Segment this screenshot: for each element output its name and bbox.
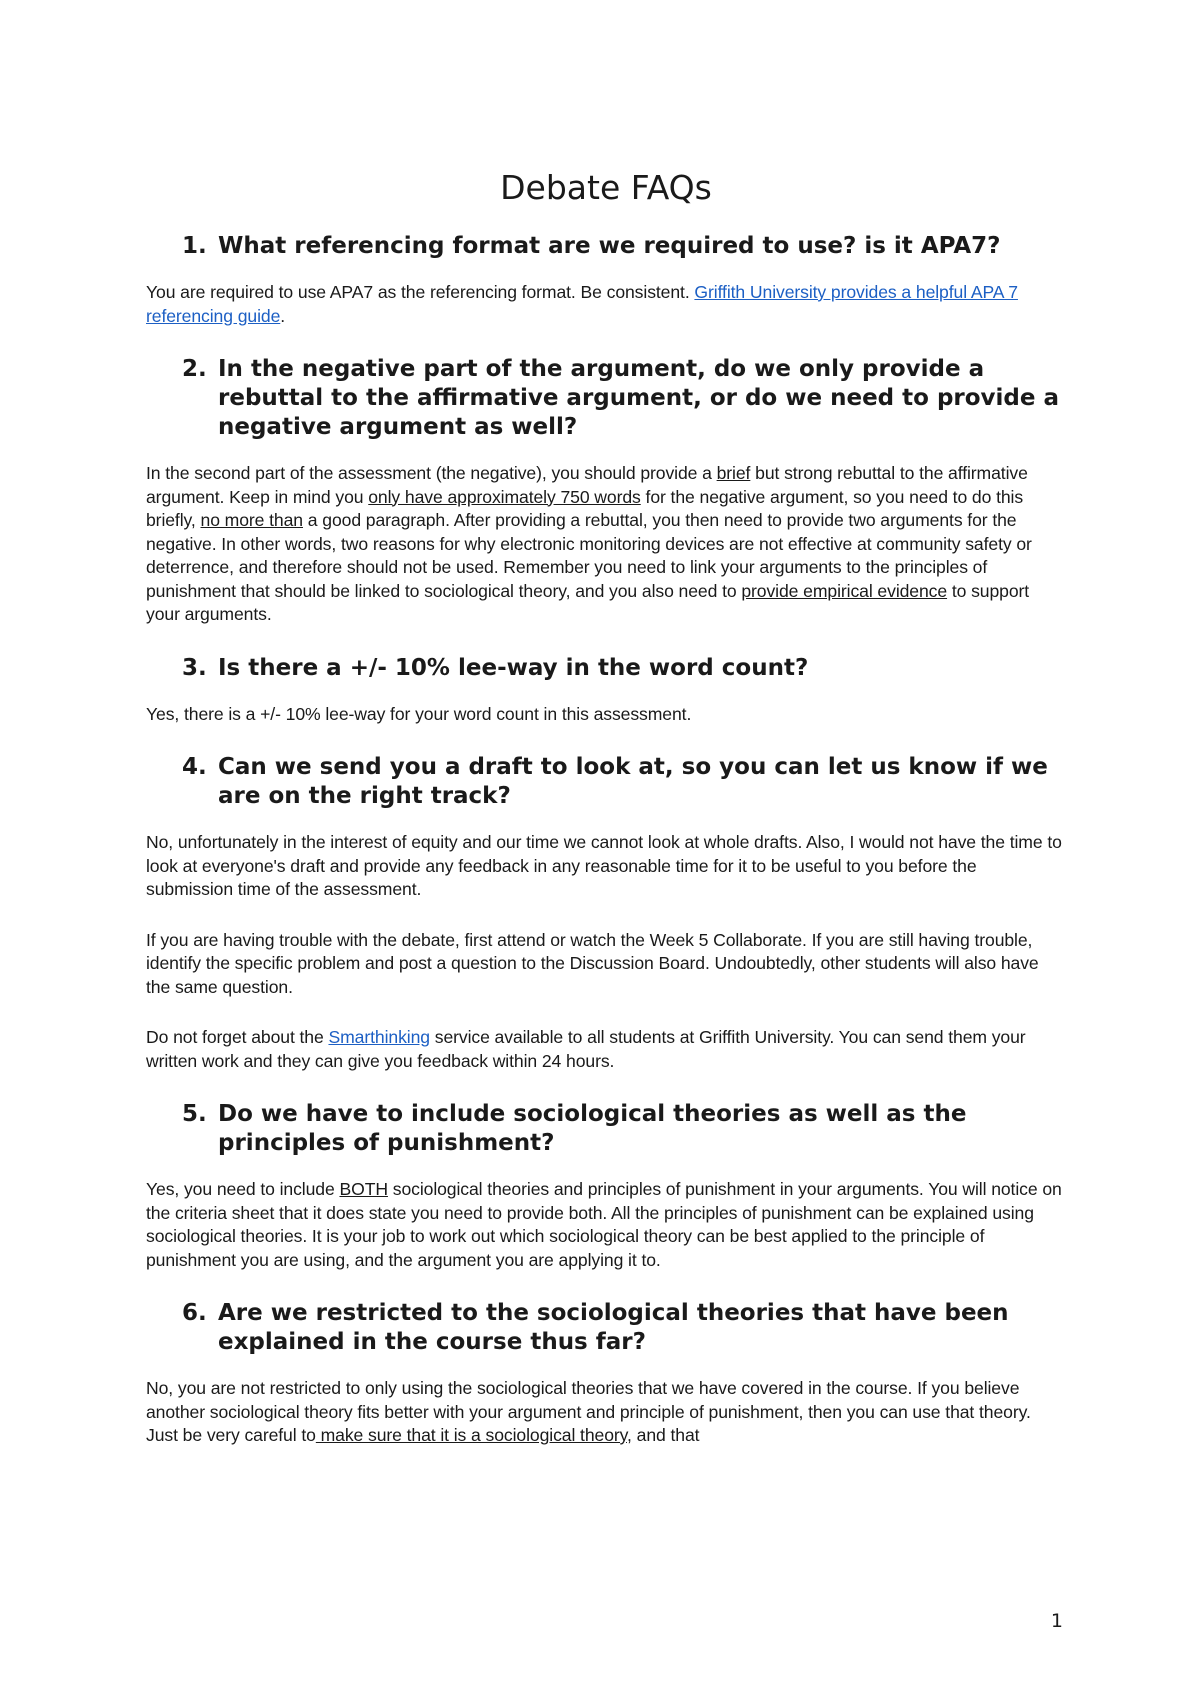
answer-text: In the second part of the assessment (the negative), you should provide a [146,463,717,483]
faq-number: 2. [182,356,207,382]
faq-answer-1 [146,281,1066,328]
answer-text: to support your arguments. [146,580,1030,624]
faq-question-5 [146,1100,1066,1158]
faq-number: 6. [182,1300,207,1326]
faq-question-text: Is there a +/- 10% lee-way in the word count? [218,654,809,681]
answer-text: service available to all students at Griffith University. You can send them your written work and they can give you feedback within 24 hours. [146,1027,1026,1071]
faq-answer-4-para-1: No, unfortunately in the interest of equity and our time we cannot look at whole drafts. Also, I would not have the time to look at everyone's draft and provide any feedback in any reasonable time for it to be useful to you before the submission time of the assessment. [146,832,1062,899]
faq-question-6 [146,1299,1066,1357]
answer-text: but strong rebuttal to the affirmative argument. Keep in mind you [146,463,1028,507]
faq-question-3 [146,654,1066,683]
faq-number: 4. [182,754,207,780]
apa-guide-link[interactable]: Griffith University provides a helpful APA 7 referencing guide [146,282,1018,326]
page-title: Debate FAQs [500,168,712,207]
faq-number: 3. [182,654,207,681]
faq-number: 5. [182,1101,207,1127]
faq-question-text: What referencing format are we required to use? is it APA7? [218,233,1001,259]
faq-question-text: Are we restricted to the sociological theories that have been explained in the course thus far? [218,1300,1009,1355]
faq-question-2 [146,355,1066,442]
faq-question-text: Can we send you a draft to look at, so you can let us know if we are on the right track? [218,754,1048,809]
answer-text: . [280,305,286,326]
underlined-text: only have approximately 750 words [368,486,641,507]
answer-text: Yes, you need to include [146,1179,340,1199]
faq-answer-4-para-3 [146,1026,1066,1073]
underlined-text: no more than [200,510,303,530]
answer-text: for the negative argument, so you need to do this briefly, [146,486,1024,530]
underlined-text: BOTH [339,1179,388,1199]
faq-question-1 [146,232,1066,261]
page-number: 1 [1050,1610,1063,1632]
answer-text: You are required to use APA7 as the referencing format. Be consistent. [146,282,695,302]
answer-text: No, you are not restricted to only using the sociological theories that we have covered in the course. If you believe another sociological theory fits better with your argument and principle of punishment, then you can use that theory. Just be very careful to [146,1378,1031,1445]
underlined-text: make sure that it is a sociological theory, [315,1425,632,1445]
faq-number: 1. [182,233,207,259]
faq-question-text: Do we have to include sociological theories as well as the principles of punishment? [218,1101,967,1156]
answer-text: sociological theories and principles of punishment in your arguments. You will notice on the criteria sheet that it does state you need to provide both. All the principles of punishment can be explained using sociological theories. It is your job to work out which sociological theory can be best applied to the principle of punishment you are using, and the argument you are applying it to. [146,1179,1062,1270]
faq-answer-6 [146,1377,1066,1448]
faq-answer-2 [146,462,1066,627]
document-body [146,168,1066,1448]
answer-text: a good paragraph. After providing a rebuttal, you then need to provide two arguments for the negative. In other words, two reasons for why electronic monitoring devices are not effective at community safety or deterrence, and therefore should not be used. Remember you need to link your arguments to the principles of punishment that should be linked to sociological theory, and you also need to [146,510,1032,601]
faq-question-text: In the negative part of the argument, do we only provide a rebuttal to the affirmative argument, or do we need to provide a negative argument as well? [218,356,1060,440]
answer-text: and that [631,1425,700,1445]
faq-question-4 [146,753,1066,811]
faq-answer-5 [146,1178,1066,1272]
smarthinking-link[interactable]: Smarthinking [328,1027,430,1047]
underlined-text: brief [716,463,751,483]
underlined-text: provide empirical evidence [741,580,948,601]
faq-answer-4-para-2: If you are having trouble with the debate, first attend or watch the Week 5 Collaborate. If you are still having trouble, identify the specific problem and post a question to the Discussion Board. Undoubtedly, other students will also have the same question. [146,929,1039,997]
faq-answer-3: Yes, there is a +/- 10% lee-way for your word count in this assessment. [146,703,692,724]
answer-text: Do not forget about the [146,1027,329,1047]
